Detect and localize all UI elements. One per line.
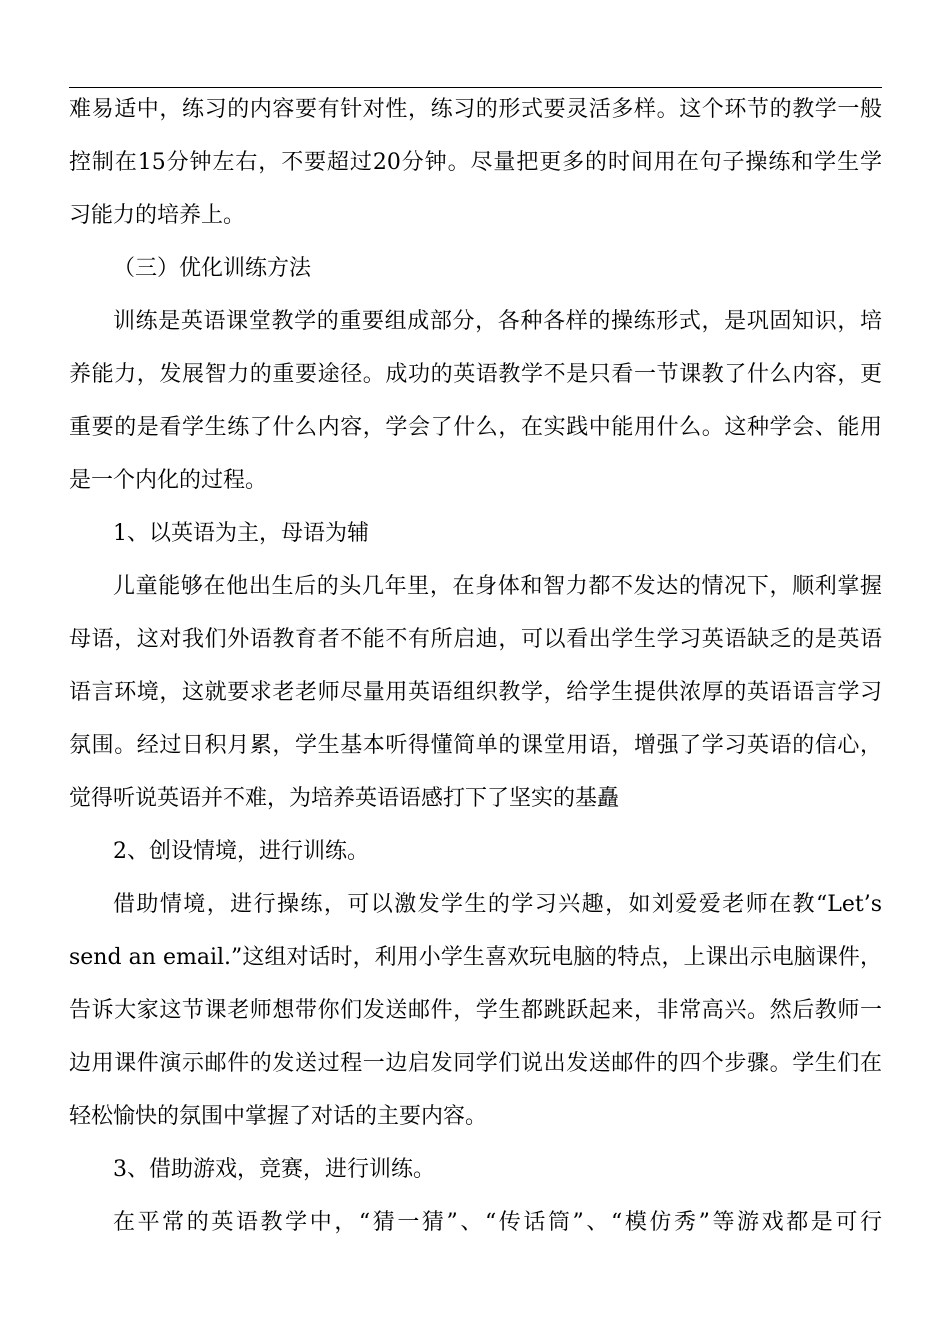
paragraph-line: 养能力，发展智力的重要途径。成功的英语教学不是只看一节课教了什么内容，更 [69, 362, 882, 387]
paragraph-line: 儿童能够在他出生后的头几年里，在身体和智力都不发达的情况下，顺利掌握 [113, 574, 882, 599]
paragraph-line: send an email.”这组对话时，利用小学生喜欢玩电脑的特点，上课出示电脑课件， [69, 945, 882, 970]
paragraph-line: 语言环境，这就要求老老师尽量用英语组织教学，给学生提供浓厚的英语语言学习 [69, 680, 882, 705]
paragraph-line: 是一个内化的过程。 [69, 468, 268, 493]
paragraph-line: 边用课件演示邮件的发送过程一边启发同学们说出发送邮件的四个步骤。学生们在 [69, 1051, 882, 1076]
paragraph-line: 告诉大家这节课老师想带你们发送邮件，学生都跳跃起来，非常高兴。然后教师一 [69, 998, 882, 1023]
section-heading: （三）优化训练方法 [113, 256, 312, 281]
list-item-heading: 3、借助游戏，竞赛，进行训练。 [113, 1157, 435, 1182]
paragraph-line: 在平常的英语教学中，“猜一猜”、“传话筒”、“模仿秀”等游戏都是可行 [113, 1210, 882, 1235]
paragraph-line: 控制在15分钟左右，不要超过20分钟。尽量把更多的时间用在句子操练和学生学 [69, 150, 882, 175]
paragraph-line: 难易适中，练习的内容要有针对性，练习的形式要灵活多样。这个环节的教学一般 [69, 97, 882, 122]
paragraph-line: 觉得听说英语并不难，为培养英语语感打下了坚实的基矗 [69, 786, 620, 811]
header-rule [69, 87, 882, 88]
paragraph-line: 训练是英语课堂教学的重要组成部分，各种各样的操练形式，是巩固知识，培 [113, 309, 882, 334]
list-item-heading: 1、以英语为主，母语为辅 [113, 521, 369, 546]
list-item-heading: 2、创设情境，进行训练。 [113, 839, 369, 864]
paragraph-line: 氛围。经过日积月累，学生基本听得懂简单的课堂用语，增强了学习英语的信心， [69, 733, 882, 758]
paragraph-line: 轻松愉快的氛围中掌握了对话的主要内容。 [69, 1104, 488, 1129]
paragraph-line: 母语，这对我们外语教育者不能不有所启迪，可以看出学生学习英语缺乏的是英语 [69, 627, 882, 652]
paragraph-line: 习能力的培养上。 [69, 203, 246, 228]
paragraph-line: 重要的是看学生练了什么内容，学会了什么，在实践中能用什么。这种学会、能用 [69, 415, 882, 440]
paragraph-line: 借助情境，进行操练，可以激发学生的学习兴趣，如刘爱爱老师在教“Let’s [113, 892, 882, 917]
